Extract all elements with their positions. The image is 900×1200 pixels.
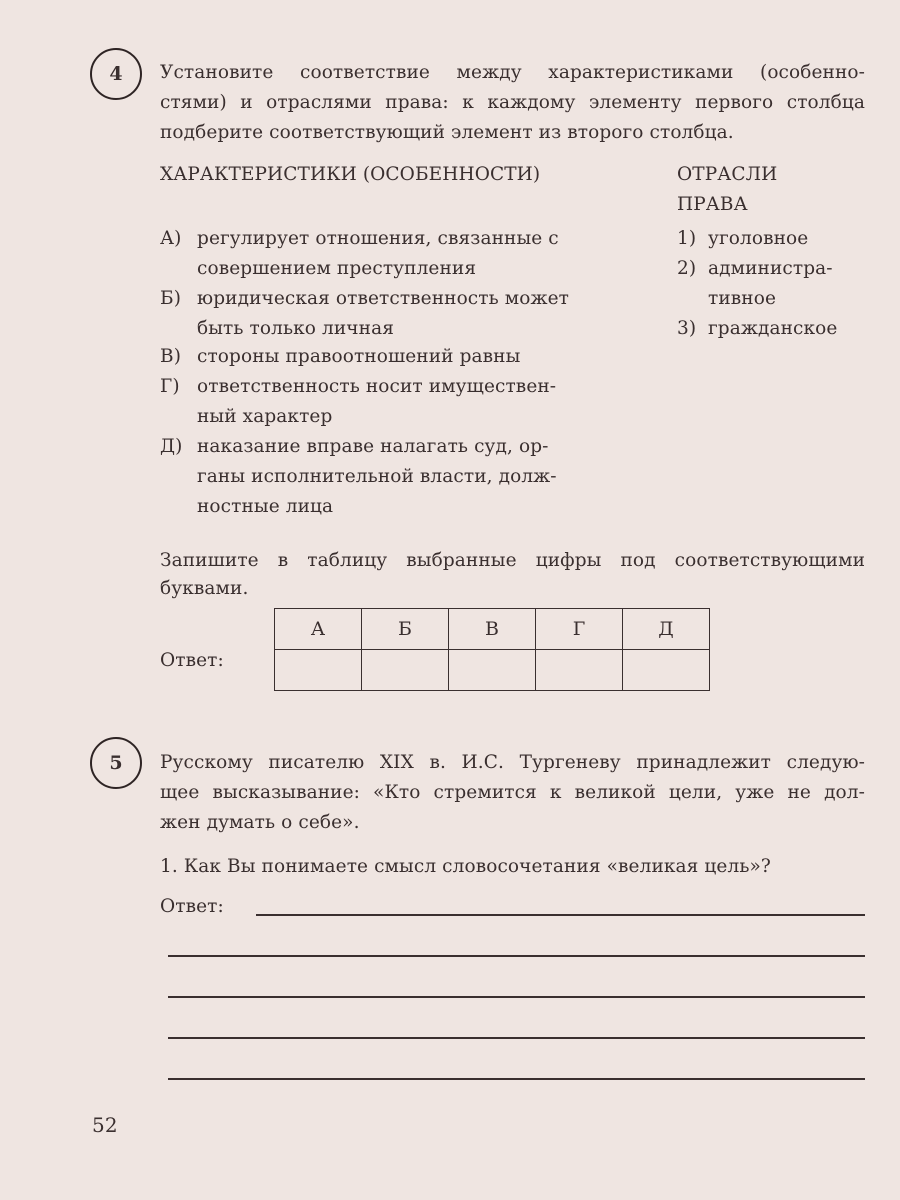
task-4-intro-line: Установите соответствие между характеристиками (особенно- (160, 62, 865, 83)
answer-table-header: В (449, 609, 536, 650)
answer-line[interactable] (168, 955, 865, 957)
task-4-number: 4 (90, 48, 142, 100)
answer-table-header: Г (536, 609, 623, 650)
answer-label: Ответ: (160, 896, 224, 917)
item-text: юридическая ответственность может (197, 288, 569, 309)
item-text: стороны правоотношений равны (197, 346, 521, 367)
option-text: администра- (708, 258, 833, 279)
task-5-intro-line: щее высказывание: «Кто стремится к великой цели, уже не дол- (160, 782, 865, 803)
item-text: ный характер (197, 406, 333, 427)
item-letter: Б) (160, 288, 182, 309)
answer-line[interactable] (168, 1037, 865, 1039)
question-1: 1. Как Вы понимаете смысл словосочетания «великая цель»? (160, 856, 771, 877)
item-letter: Г) (160, 376, 180, 397)
answer-cell[interactable] (449, 650, 536, 691)
answer-line[interactable] (168, 996, 865, 998)
answer-label: Ответ: (160, 650, 224, 671)
answer-line[interactable] (256, 914, 865, 916)
right-column-header: ПРАВА (677, 194, 748, 215)
instruction-line: Запишите в таблицу выбранные цифры под соответствующими (160, 550, 865, 571)
item-text: регулирует отношения, связанные с (197, 228, 559, 249)
item-text: ганы исполнительной власти, долж- (197, 466, 557, 487)
answer-table-header: Д (623, 609, 710, 650)
answer-table-header: А (275, 609, 362, 650)
answer-table (274, 608, 710, 691)
left-column-header: ХАРАКТЕРИСТИКИ (ОСОБЕННОСТИ) (160, 164, 541, 185)
option-number: 1) (677, 228, 697, 249)
task-5-number: 5 (90, 737, 142, 789)
answer-line[interactable] (168, 1078, 865, 1080)
answer-cell[interactable] (275, 650, 362, 691)
item-text: ностные лица (197, 496, 334, 517)
task-5-intro-line: Русскому писателю XIX в. И.С. Тургеневу принадлежит следую- (160, 752, 865, 773)
item-text: быть только личная (197, 318, 394, 339)
answer-cell[interactable] (536, 650, 623, 691)
right-column-header: ОТРАСЛИ (677, 164, 778, 185)
item-text: совершением преступления (197, 258, 477, 279)
answer-cell[interactable] (362, 650, 449, 691)
item-letter: А) (160, 228, 182, 249)
instruction-line: буквами. (160, 578, 249, 599)
option-number: 2) (677, 258, 697, 279)
item-text: наказание вправе налагать суд, ор- (197, 436, 549, 457)
option-text: тивное (708, 288, 776, 309)
option-text: гражданское (708, 318, 838, 339)
task-4-intro-line: подберите соответствующий элемент из второго столбца. (160, 122, 734, 143)
item-text: ответственность носит имуществен- (197, 376, 557, 397)
page-number: 52 (92, 1113, 118, 1137)
answer-cell[interactable] (623, 650, 710, 691)
task-4-intro-line: стями) и отраслями права: к каждому элементу первого столбца (160, 92, 865, 113)
item-letter: В) (160, 346, 182, 367)
answer-table-header: Б (362, 609, 449, 650)
item-letter: Д) (160, 436, 183, 457)
option-text: уголовное (708, 228, 809, 249)
task-5-intro-line: жен думать о себе». (160, 812, 360, 833)
option-number: 3) (677, 318, 697, 339)
